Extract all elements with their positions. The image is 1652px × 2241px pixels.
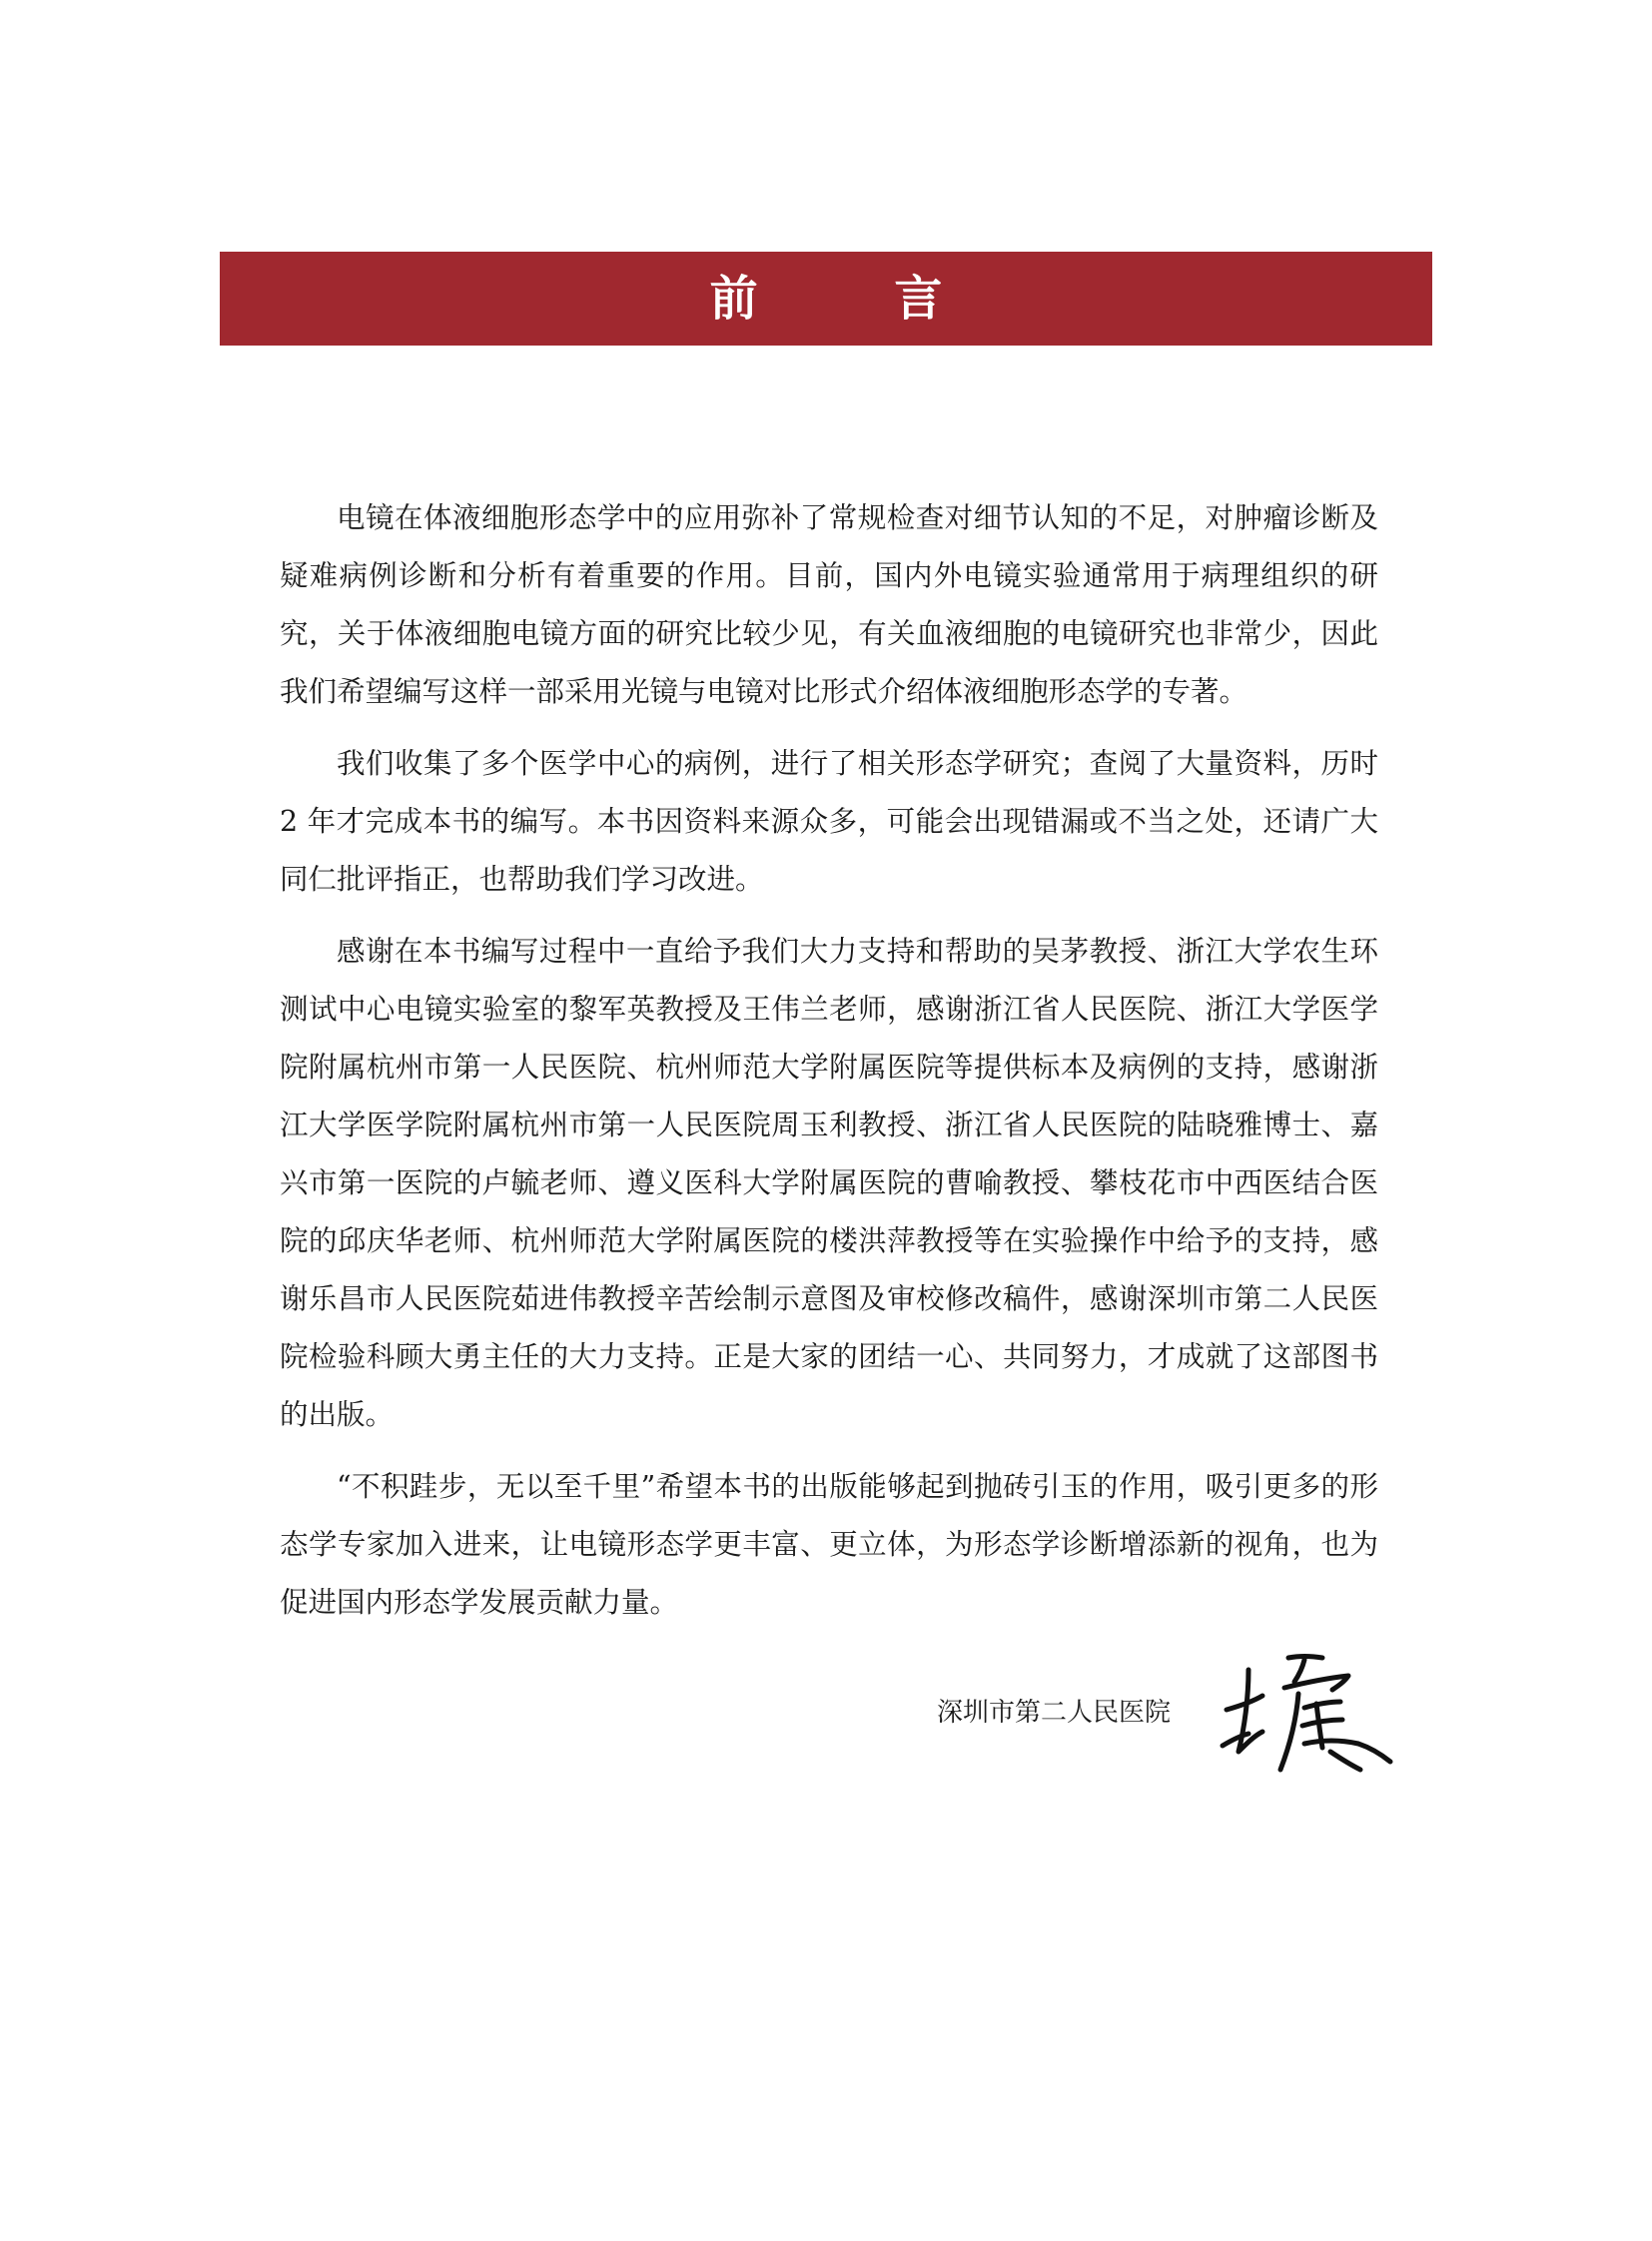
paragraph-4: “不积跬步，无以至千里”希望本书的出版能够起到抛砖引玉的作用，吸引更多的形态学专家加入进来，让电镜形态学更丰富、更立体，为形态学诊断增添新的视角，也为促进国内形态学发展贡献力量。 — [280, 1470, 1378, 1619]
signature-block — [899, 1648, 1418, 1788]
preface-body — [280, 489, 1378, 1646]
paragraph-1: 电镜在体液细胞形态学中的应用弥补了常规检查对细节认知的不足，对肿瘤诊断及疑难病例诊断和分析有着重要的作用。目前，国内外电镜实验通常用于病理组织的研究，关于体液细胞电镜方面的研究比较少见，有关血液细胞的电镜研究也非常少，因此我们希望编写这样一部采用光镜与电镜对比形式介绍体液细胞形态学的专著。 — [280, 501, 1378, 708]
paragraph-3: 感谢在本书编写过程中一直给予我们大力支持和帮助的吴茅教授、浙江大学农生环测试中心电镜实验室的黎军英教授及王伟兰老师，感谢浙江省人民医院、浙江大学医学院附属杭州市第一人民医院、杭州师范大学附属医院等提供标本及病例的支持，感谢浙江大学医学院附属杭州市第一人民医院周玉利教授、浙江省人民医院的陆晓雅博士、嘉兴市第一医院的卢毓老师、遵义医科大学附属医院的曹喻教授、攀枝花市中西医结合医院的邱庆华老师、杭州师范大学附属医院的楼洪萍教授等在实验操作中给予的支持，感谢乐昌市人民医院茹进伟教授辛苦绘制示意图及审校修改稿件，感谢深圳市第二人民医院检验科顾大勇主任的大力支持。正是大家的团结一心、共同努力，才成就了这部图书的出版。 — [280, 935, 1378, 1431]
paragraph-2: 我们收集了多个医学中心的病例，进行了相关形态学研究；查阅了大量资料，历时 2 年才完成本书的编写。本书因资料来源众多，可能会出现错漏或不当之处，还请广大同仁批评指正，也帮助我们学习改进。 — [280, 747, 1378, 896]
handwritten-signature — [1219, 1648, 1398, 1788]
title-banner — [220, 252, 1432, 346]
signature-organization: 深圳市第二人民医院 — [937, 1698, 1172, 1728]
page-title: 前 言 — [709, 271, 1003, 327]
